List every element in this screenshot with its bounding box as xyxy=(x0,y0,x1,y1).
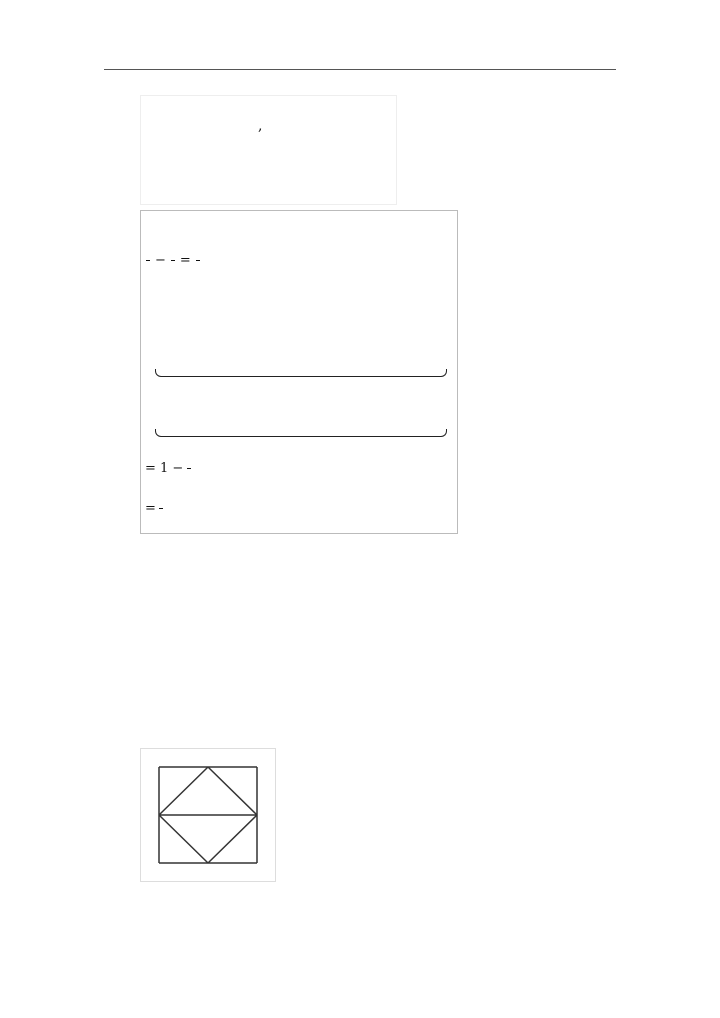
step3-den xyxy=(187,468,191,469)
q6-answer: , xyxy=(258,118,263,134)
rule-lhs-b-den xyxy=(171,260,175,261)
brace-apply xyxy=(155,369,447,377)
rule-lhs-a-den xyxy=(146,260,150,261)
q8-rule: − = xyxy=(145,253,205,268)
rule-rhs-den xyxy=(196,260,200,261)
step3-frac xyxy=(187,468,191,469)
rule-rhs xyxy=(196,260,200,261)
answers-panel xyxy=(140,95,397,205)
q8-result: = xyxy=(145,501,164,516)
header-rule xyxy=(104,69,616,70)
q8-panel xyxy=(140,210,458,534)
rule-lhs-a xyxy=(146,260,150,261)
q8-step3: = 1 − xyxy=(145,461,192,476)
q10-grid-panel xyxy=(140,748,276,882)
rule-lhs-b xyxy=(171,260,175,261)
brace-remove xyxy=(155,429,447,437)
q10-connectors xyxy=(141,749,275,881)
result-frac xyxy=(159,508,163,509)
result-den xyxy=(159,508,163,509)
